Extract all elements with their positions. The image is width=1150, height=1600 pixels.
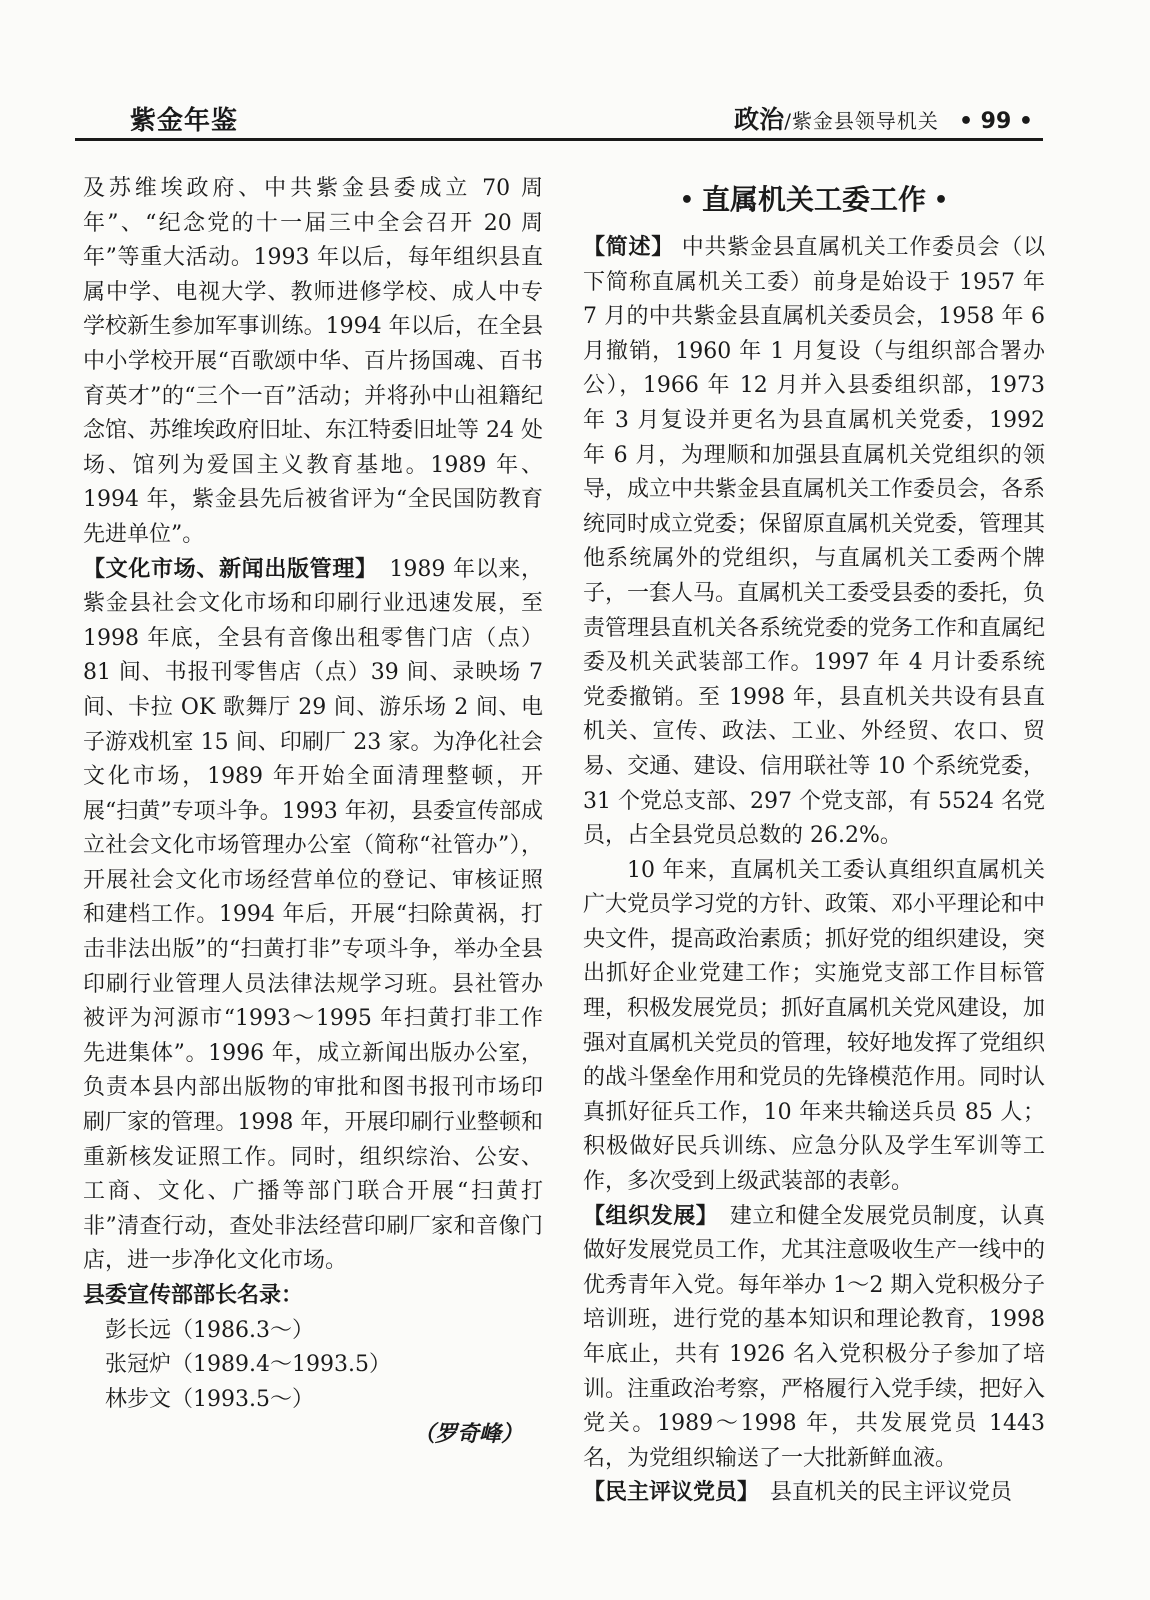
page-number: • 99 • <box>958 109 1033 134</box>
page-header <box>75 92 1043 141</box>
summary-tag: 【简述】 <box>583 235 674 260</box>
list-heading: 县委宣传部部长名录： <box>83 1283 304 1308</box>
eval-text: 县直机关的民主评议党员 <box>770 1480 1013 1506</box>
decade-paragraph: 10 年来，直属机关工委认真组织直属机关广大党员学习党的方针、政策、邓小平理论和中央文件，提高政治素质；抓好党的组织建设，突出抓好企业党建工作；实施党支部工作目标管理，积极发展党员；抓好直属机关党风建设，加强对直属机关党员的管理，较好地发挥了党组织的战斗堡垒作用和党员的先锋模范作用。同时认真抓好征兵工作，10 年来共输送兵员 85 人；积极做好民兵训练、应急分队及学生军训等工作，多次受到上级武装部的表彰。 <box>583 857 1046 1195</box>
subsection-name: 紫金县领导机关 <box>791 109 939 133</box>
bullet-icon: • <box>934 188 949 213</box>
culture-paragraph <box>83 553 543 1279</box>
intro-paragraph: 及苏维埃政府、中共紫金县委成立 70 周年”、“纪念党的十一届三中全会召开 20 周年”等重大活动。1993 年以后，每年组织县直属中学、电视大学、教师进修学校、成人中专学校新生参加军事训练。1994 年以后，在全县中小学校开展“百歌颂中华、百片扬国魂、百书育英才”的“三个一百”活动；并将孙中山祖籍纪念馆、苏维埃政府旧址、东江特委旧址等 24 处场、馆列为爱国主义教育基地。1989 年、1994 年，紫金县先后被省评为“全民国防教育先进单位”。 <box>83 176 543 547</box>
list-item: 彭长远（1986.3～） <box>105 1317 314 1343</box>
right-column <box>583 180 1045 1511</box>
running-head <box>734 100 1033 136</box>
org-tag: 【组织发展】 <box>583 1203 708 1229</box>
name-list <box>83 1314 543 1418</box>
head-separator: / <box>784 109 792 133</box>
eval-paragraph <box>583 1476 1045 1511</box>
summary-paragraph <box>583 231 1045 854</box>
section-title <box>583 180 1045 221</box>
org-text: 建立和健全发展党员制度，认真做好发展党员工作，尤其注意吸收生产一线中的优秀青年入党。每年举办 1～2 期入党积极分子培训班，进行党的基本知识和理论教育，1998 年底止，共有 1926 名入党积极分子参加了培训。注重政治考察，严格履行入党手续，把好入党关。1989～1998 年，共发展党员 1443 名，为党组织输送了一大批新鲜血液。 <box>583 1203 1046 1471</box>
eval-tag: 【民主评议党员】 <box>583 1480 749 1506</box>
summary-text: 中共紫金县直属机关工作委员会（以下简称直属机关工委）前身是始设于 1957 年 7 月的中共紫金县直属机关委员会，1958 年 6 月撤销，1960 年 1 月复设（与组织部合署办公），1966 年 12 月并入县委组织部，1973 年 3 月复设并更名为县直属机关党委，1992 年 6 月，为理顺和加强县直属机关党组织的领导，成立中共紫金县直属机关工作委员会，各系统同时成立党委；保留原直属机关党委，管理其他系统属外的党组织，与直属机关工委两个牌子，一套人马。直属机关工委受县委的委托，负责管理县直机关各系统党委的党务工作和直属纪委及机关武装部工作。1997 年 4 月计委系统党委撤销。至 1998 年，县直机关共设有县直机关、宣传、政法、工业、外经贸、农口、贸易、交通、建设、信用联社等 10 个系统党委，31 个党总支部、297 个党支部，有 5524 名党员，占全县党员总数的 26.2%。 <box>583 235 1046 849</box>
left-column <box>83 172 543 1452</box>
culture-tag: 【文化市场、新闻出版管理】 <box>83 556 367 582</box>
bullet-icon: • <box>679 188 694 213</box>
org-paragraph <box>583 1200 1045 1477</box>
author-signature: （罗奇峰） <box>412 1421 523 1448</box>
section-name: 政治 <box>734 105 785 134</box>
list-item: 林步文（1993.5～） <box>105 1386 314 1412</box>
section-title-text: 直属机关工委工作 <box>701 183 926 216</box>
list-item: 张冠炉（1989.4～1993.5） <box>105 1352 391 1378</box>
book-title: 紫金年鉴 <box>130 106 239 136</box>
culture-text: 1989 年以来，紫金县社会文化市场和印刷行业迅速发展，至 1998 年底，全县有音像出租零售门店（点）81 间、书报刊零售店（点）39 间、录映场 7 间、卡拉 OK 歌舞厅 29 间、游乐场 2 间、电子游戏机室 15 间、印刷厂 23 家。为净化社会文化市场，1989 年开始全面清理整顿，开展“扫黄”专项斗争。1993 年初，县委宣传部成立社会文化市场管理办公室（简称“社管办”），开展社会文化市场经营单位的登记、审核证照和建档工作。1994 年后，开展“扫除黄祸，打击非法出版”的“扫黄打非”专项斗争，举办全县印刷行业管理人员法律法规学习班。县社管办被评为河源市“1993～1995 年扫黄打非工作先进集体”。1996 年，成立新闻出版办公室，负责本县内部出版物的审批和图书报刊市场印刷厂家的管理。1998 年，开展印刷行业整顿和重新核发证照工作。同时，组织综治、公安、工商、文化、广播等部门联合开展“扫黄打非”清查行动，查处非法经营印刷厂家和音像门店，进一步净化文化市场。 <box>83 556 543 1274</box>
